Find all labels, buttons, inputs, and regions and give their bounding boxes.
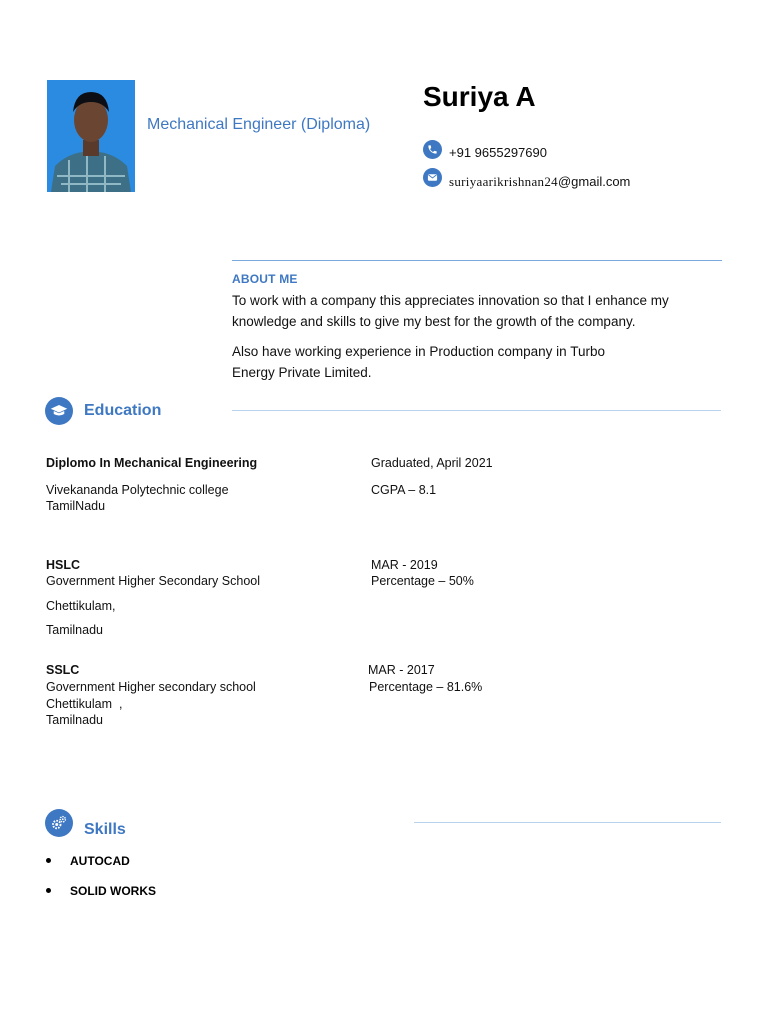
education-title: Education: [84, 402, 162, 419]
bullet-dot: [46, 858, 51, 863]
sslc-date: MAR - 2017: [368, 663, 435, 677]
about-heading: ABOUT ME: [232, 272, 298, 286]
sslc-city: Chettikulam ,: [46, 697, 123, 711]
candidate-name: Suriya A: [423, 81, 536, 112]
hslc-institution: Government Higher Secondary School: [46, 574, 261, 588]
diploma-score: CGPA – 8.1: [371, 483, 437, 497]
sslc-state: Tamilnadu: [46, 713, 103, 727]
hslc-score: Percentage – 50%: [371, 574, 474, 588]
about-line: Also have working experience in Production company in Turbo: [232, 344, 605, 359]
email-user: suriyaarikrishnan24: [449, 174, 558, 189]
skill-item: AUTOCAD: [70, 854, 130, 868]
skills-divider: [414, 822, 721, 823]
diploma-institution: Vivekananda Polytechnic college: [46, 483, 229, 497]
sslc-degree: SSLC: [46, 663, 80, 677]
about-line: knowledge and skills to give my best for the growth of the company.: [232, 314, 636, 329]
diploma-location: TamilNadu: [46, 499, 106, 513]
gears-icon: [45, 809, 73, 837]
profile-photo: [47, 80, 135, 192]
graduation-cap-icon: [45, 397, 73, 425]
mail-icon: [423, 168, 442, 187]
hslc-city: Chettikulam,: [46, 599, 116, 613]
about-line: To work with a company this appreciates innovation so that I enhance my: [232, 293, 669, 308]
bullet-dot: [46, 888, 51, 893]
job-title: Mechanical Engineer (Diploma): [147, 116, 371, 133]
about-text: [232, 290, 722, 383]
sslc-institution: Government Higher secondary school: [46, 680, 256, 694]
hslc-state: Tamilnadu: [46, 623, 103, 637]
diploma-degree: Diplomo In Mechanical Engineering: [46, 456, 258, 470]
phone-icon: [423, 140, 442, 159]
about-line: Energy Private Limited.: [232, 365, 372, 380]
email-address[interactable]: [449, 174, 630, 190]
about-divider: [232, 260, 722, 261]
hslc-degree: HSLC: [46, 558, 81, 572]
education-divider: [232, 410, 721, 411]
phone-number[interactable]: +91 9655297690: [449, 145, 547, 160]
hslc-date: MAR - 2019: [371, 558, 438, 572]
email-domain: @gmail.com: [557, 174, 631, 189]
sslc-score: Percentage – 81.6%: [369, 680, 483, 694]
skill-item: SOLID WORKS: [70, 884, 156, 898]
diploma-date: Graduated, April 2021: [371, 456, 493, 470]
skills-title: Skills: [84, 821, 126, 838]
